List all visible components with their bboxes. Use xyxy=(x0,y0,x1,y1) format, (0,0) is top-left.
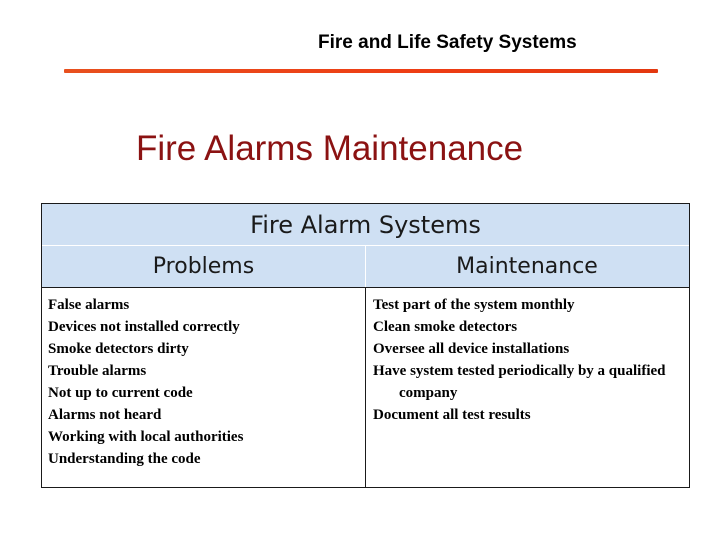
list-item: False alarms xyxy=(48,297,130,313)
list-item: Understanding the code xyxy=(48,451,201,467)
fire-alarm-table xyxy=(41,203,690,488)
header-divider xyxy=(64,69,658,73)
list-item: Have system tested periodically by a qualified company xyxy=(373,363,666,401)
list-item: Oversee all device installations xyxy=(373,341,570,357)
list-item: Clean smoke detectors xyxy=(373,319,518,335)
table-caption: Fire Alarm Systems xyxy=(42,204,689,246)
list-item: Smoke detectors dirty xyxy=(48,341,189,357)
header-title: Fire and Life Safety Systems xyxy=(318,32,577,53)
list-item: Alarms not heard xyxy=(48,407,162,423)
problems-list xyxy=(48,294,360,470)
list-item: Trouble alarms xyxy=(48,363,147,379)
list-item: Test part of the system monthly xyxy=(373,297,575,313)
list-item: Working with local authorities xyxy=(48,429,244,445)
slide-title: Fire Alarms Maintenance xyxy=(136,129,524,168)
column-header-maintenance: Maintenance xyxy=(456,254,598,279)
column-header-problems: Problems xyxy=(42,246,366,287)
maintenance-list xyxy=(373,294,685,426)
list-item: Not up to current code xyxy=(48,385,193,401)
list-item: Devices not installed correctly xyxy=(48,319,240,335)
list-item: Document all test results xyxy=(373,407,531,423)
column-divider xyxy=(365,288,366,487)
table-column-headers xyxy=(42,246,689,288)
